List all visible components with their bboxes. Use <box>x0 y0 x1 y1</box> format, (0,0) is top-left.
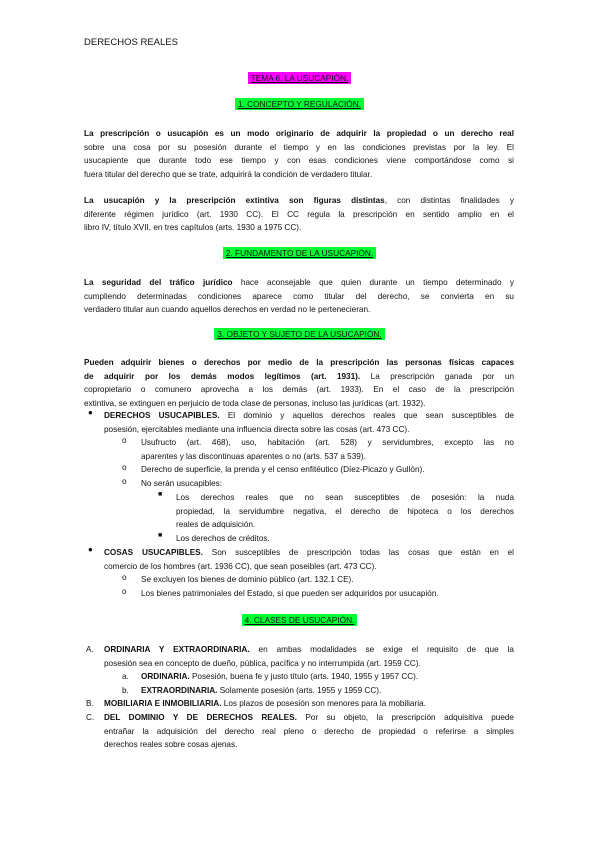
superficie-item: Derecho de superficie, la prenda y el censo enfitéutico (Díez-Picazo y Gullón). <box>141 465 425 474</box>
p2-line1: La usucapión y la prescripción extintiva son figuras distintas, con distintas finalidades y <box>84 196 514 205</box>
usufructo-line2: aparentes y las discontinuas aparentes o no (arts. 537 a 539). <box>141 451 366 461</box>
p4-line1: Pueden adquirir bienes o derechos por medio de la prescripción las personas físicas capaces <box>84 358 514 367</box>
no-posesion-line3: reales de adquisición. <box>176 520 256 529</box>
cosas-usucapibles-line2: comercio de los hombres (art. 1936 CC), que sean poseibles (art. 473 CC). <box>104 561 377 571</box>
section-heading-4: 4. CLASES DE USUCAPIÓN. <box>0 615 599 625</box>
creditos-item: Los derechos de créditos. <box>176 534 270 543</box>
p3-line2: cumpliendo determinadas condiciones aparece como titular del derecho, se convierta en su <box>84 291 514 301</box>
list-marker-C: C. <box>86 713 95 722</box>
p4-line3: copropietario o comunero aprovecha a los demás (art. 1933). En el caso de la prescripción <box>84 385 514 394</box>
patrimoniales-item: Los bienes patrimoniales del Estado, sí que pueden ser adquiridos por usucapión. <box>141 589 439 598</box>
running-header: DERECHOS REALES <box>84 37 178 48</box>
ordinaria-item: ORDINARIA. Posesión, buena fe y justo título (arts. 1940, 1955 y 1957 CC). <box>141 672 419 681</box>
circle-bullet-icon: o <box>122 463 127 472</box>
p1-line4: fuera titular del derecho que se trate, adquirirá la condición de verdadero titular. <box>84 169 373 179</box>
dominio-derechos-line1: DEL DOMINIO Y DE DERECHOS REALES. Por su objeto, la prescripción adquisitiva puede <box>104 713 514 722</box>
no-posesion-line1: Los derechos reales que no sean susceptibles de posesión: la nuda <box>176 493 514 502</box>
no-usucapibles-item: No serán usucapibles: <box>141 479 223 488</box>
circle-bullet-icon: o <box>122 573 127 582</box>
chapter-title: TEMA 6. LA USUCAPIÓN. <box>0 73 599 83</box>
list-marker-A: A. <box>86 645 94 654</box>
p3-line3: verdadero titular aun cuando aquellos derechos en verdad no le pertenecieran. <box>84 305 371 314</box>
dominio-publico-item: Se excluyen los bienes de dominio público (art. 132.1 CE). <box>141 575 354 584</box>
ordinaria-extraordinaria-line1: ORDINARIA Y EXTRAORDINARIA. en ambas modalidades se exige el requisito de que la <box>104 645 514 654</box>
p2-line3: libro IV, título XVII, en tres capítulos (arts. 1930 a 1975 CC). <box>84 223 302 232</box>
no-posesion-line2: propiedad, la servidumbre negativa, el derecho de hipoteca o los derechos <box>176 506 514 516</box>
p4-line2: de adquirir por los demás modos legítimos (art. 1931). La prescripción ganada por un <box>84 371 514 381</box>
usufructo-line1: Usufructo (art. 468), uso, habitación (art. 528) y servidumbres, excepto las no <box>141 438 514 447</box>
mobiliaria-item: MOBILIARIA E INMOBILIARIA. Los plazos de posesión son menores para la mobiliaria. <box>104 699 426 708</box>
ordinaria-extraordinaria-line2: posesión sea en concepto de dueño, pública, pacífica y no interrumpida (art. 1959 CC). <box>104 658 421 668</box>
bullet-icon: ● <box>88 408 93 417</box>
cosas-usucapibles-line1: COSAS USUCAPIBLES. Son susceptibles de prescripción todas las cosas que están en el <box>104 548 514 557</box>
list-marker-b: b. <box>122 686 129 695</box>
dominio-derechos-line3: derechos reales sobre cosas ajenas. <box>104 740 238 749</box>
section-heading-3: 3. OBJETO Y SUJETO DE LA USUCAPIÓN. <box>0 329 599 339</box>
p1-line3: usucapiente que durante todo ese tiempo y con esas condiciones viene comportándose como si <box>84 156 514 165</box>
usucapibles-rights-line2: posesión, ejercitables mediante una influencia directa sobre las cosas (art. 473 CC). <box>104 424 410 434</box>
square-bullet-icon: ■ <box>158 532 163 539</box>
dominio-derechos-line2: entrañar la adquisición del derecho real pleno o derecho de propiedad o referirse a simples <box>104 726 514 736</box>
list-marker-a: a. <box>122 672 129 681</box>
circle-bullet-icon: o <box>122 436 127 445</box>
usucapibles-rights-line1: DERECHOS USUCAPIBLES. El dominio y aquellos derechos reales que sean susceptibles de <box>104 411 514 420</box>
section-heading-1: 1. CONCEPTO Y REGULACIÓN. <box>0 99 599 109</box>
square-bullet-icon: ■ <box>158 491 163 498</box>
extraordinaria-item: EXTRAORDINARIA. Solamente posesión (arts. 1955 y 1959 CC). <box>141 686 382 695</box>
p1-line1: La prescripción o usucapión es un modo originario de adquirir la propiedad o un derecho real <box>84 129 514 138</box>
p4-line4: extintiva, se extinguen en perjuicio de toda clase de personas, incluso las jurídicas (art. 1932). <box>84 398 426 408</box>
circle-bullet-icon: o <box>122 477 127 486</box>
p1-line2: sobre una cosa por su posesión durante el tiempo y en las condiciones previstas por la ley. El <box>84 142 514 152</box>
circle-bullet-icon: o <box>122 587 127 596</box>
p3-line1: La seguridad del tráfico jurídico hace aconsejable que quien durante un tiempo determinado y <box>84 278 514 287</box>
p2-line2: diferente régimen jurídico (art. 1930 CC). El CC regula la prescripción en sentido amplio en el <box>84 209 514 219</box>
list-marker-B: B. <box>86 699 94 708</box>
bullet-icon: ● <box>88 545 93 554</box>
section-heading-2: 2. FUNDAMENTO DE LA USUCAPIÓN. <box>0 248 599 258</box>
